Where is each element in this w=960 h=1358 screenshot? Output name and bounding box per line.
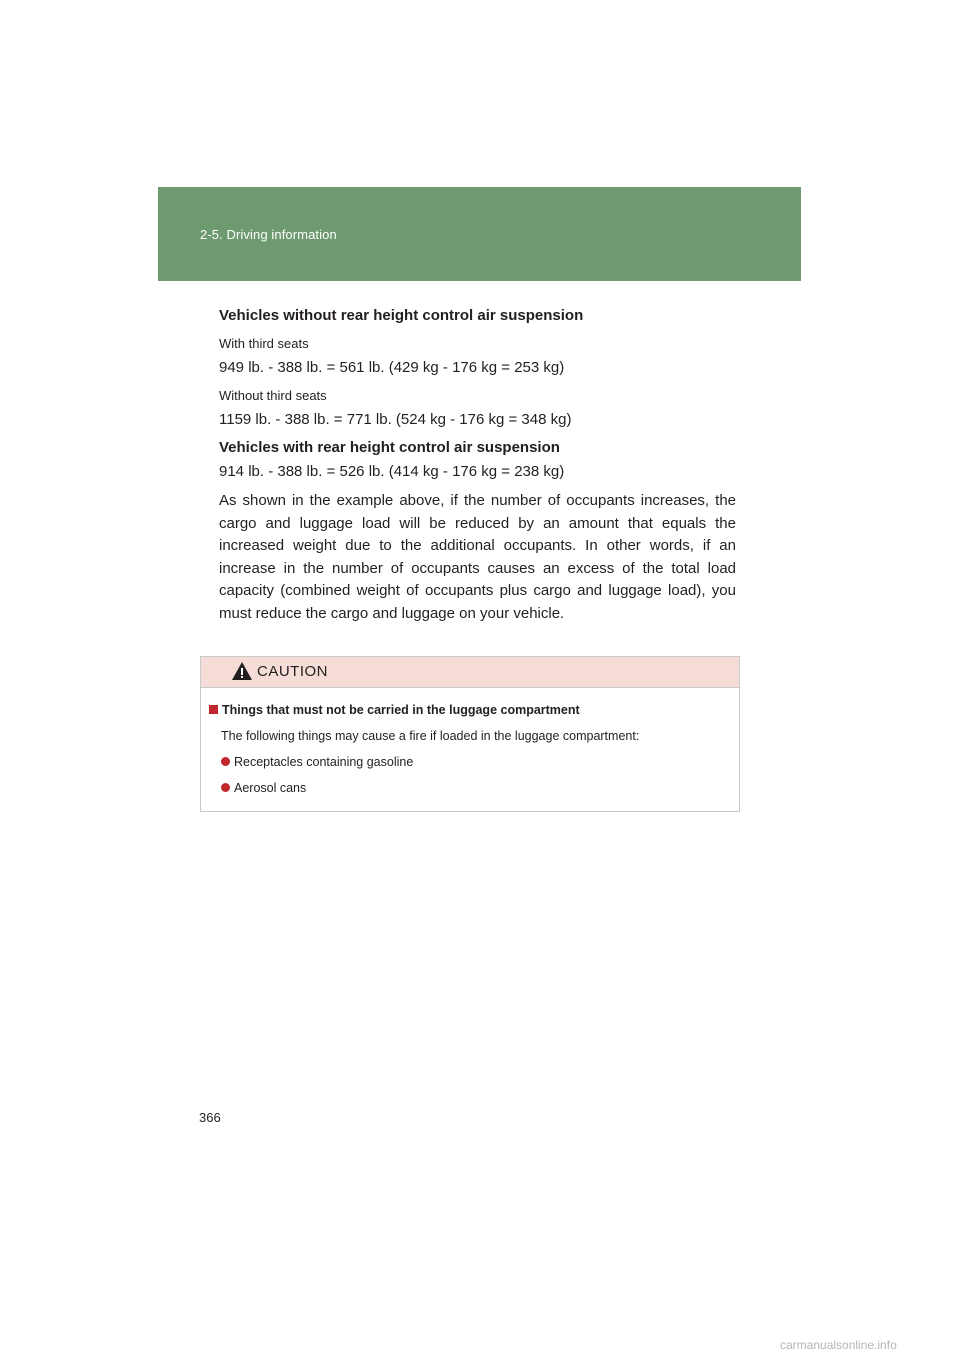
- caution-bullet: Receptacles containing gasoline: [221, 753, 729, 771]
- calc-without-third-seats: 1159 lb. - 388 lb. = 771 lb. (524 kg - 176 kg = 348 kg): [219, 411, 572, 428]
- section-header-band: [158, 187, 801, 281]
- calc-with-suspension: 914 lb. - 388 lb. = 526 lb. (414 kg - 176 kg = 238 kg): [219, 463, 565, 480]
- main-content: [219, 304, 736, 625]
- caution-header: [201, 657, 739, 688]
- watermark: carmanualsonline.info: [780, 1338, 897, 1352]
- heading-without-suspension: Vehicles without rear height control air suspension: [219, 307, 584, 324]
- dot-bullet-icon: [221, 757, 230, 766]
- square-bullet-icon: [209, 705, 218, 714]
- warning-icon: [231, 661, 253, 681]
- caution-body: [209, 701, 729, 797]
- page-number: 366: [199, 1110, 221, 1125]
- heading-with-suspension: Vehicles with rear height control air suspension: [219, 439, 560, 456]
- label-with-third-seats: With third seats: [219, 336, 309, 351]
- dot-bullet-icon: [221, 783, 230, 792]
- caution-title: CAUTION: [257, 663, 328, 680]
- label-without-third-seats: Without third seats: [219, 388, 327, 403]
- calc-with-third-seats: 949 lb. - 388 lb. = 561 lb. (429 kg - 176 kg = 253 kg): [219, 359, 565, 376]
- caution-item-title: Things that must not be carried in the luggage compartment: [209, 701, 729, 719]
- caution-item-text: The following things may cause a fire if loaded in the luggage compartment:: [221, 729, 640, 743]
- caution-bullet: Aerosol cans: [221, 779, 729, 797]
- caution-box: [200, 656, 740, 812]
- section-title: 2-5. Driving information: [200, 227, 337, 242]
- explanation-paragraph: As shown in the example above, if the number of occupants increases, the cargo and luggage load will be reduced by an amount that equals the increased weight due to the additional occupants. In other words, if an increase in the number of occupants causes an excess of the total load capacity (combined weight of occupants plus cargo and luggage load), you must reduce the cargo and luggage on your vehicle.: [219, 492, 736, 622]
